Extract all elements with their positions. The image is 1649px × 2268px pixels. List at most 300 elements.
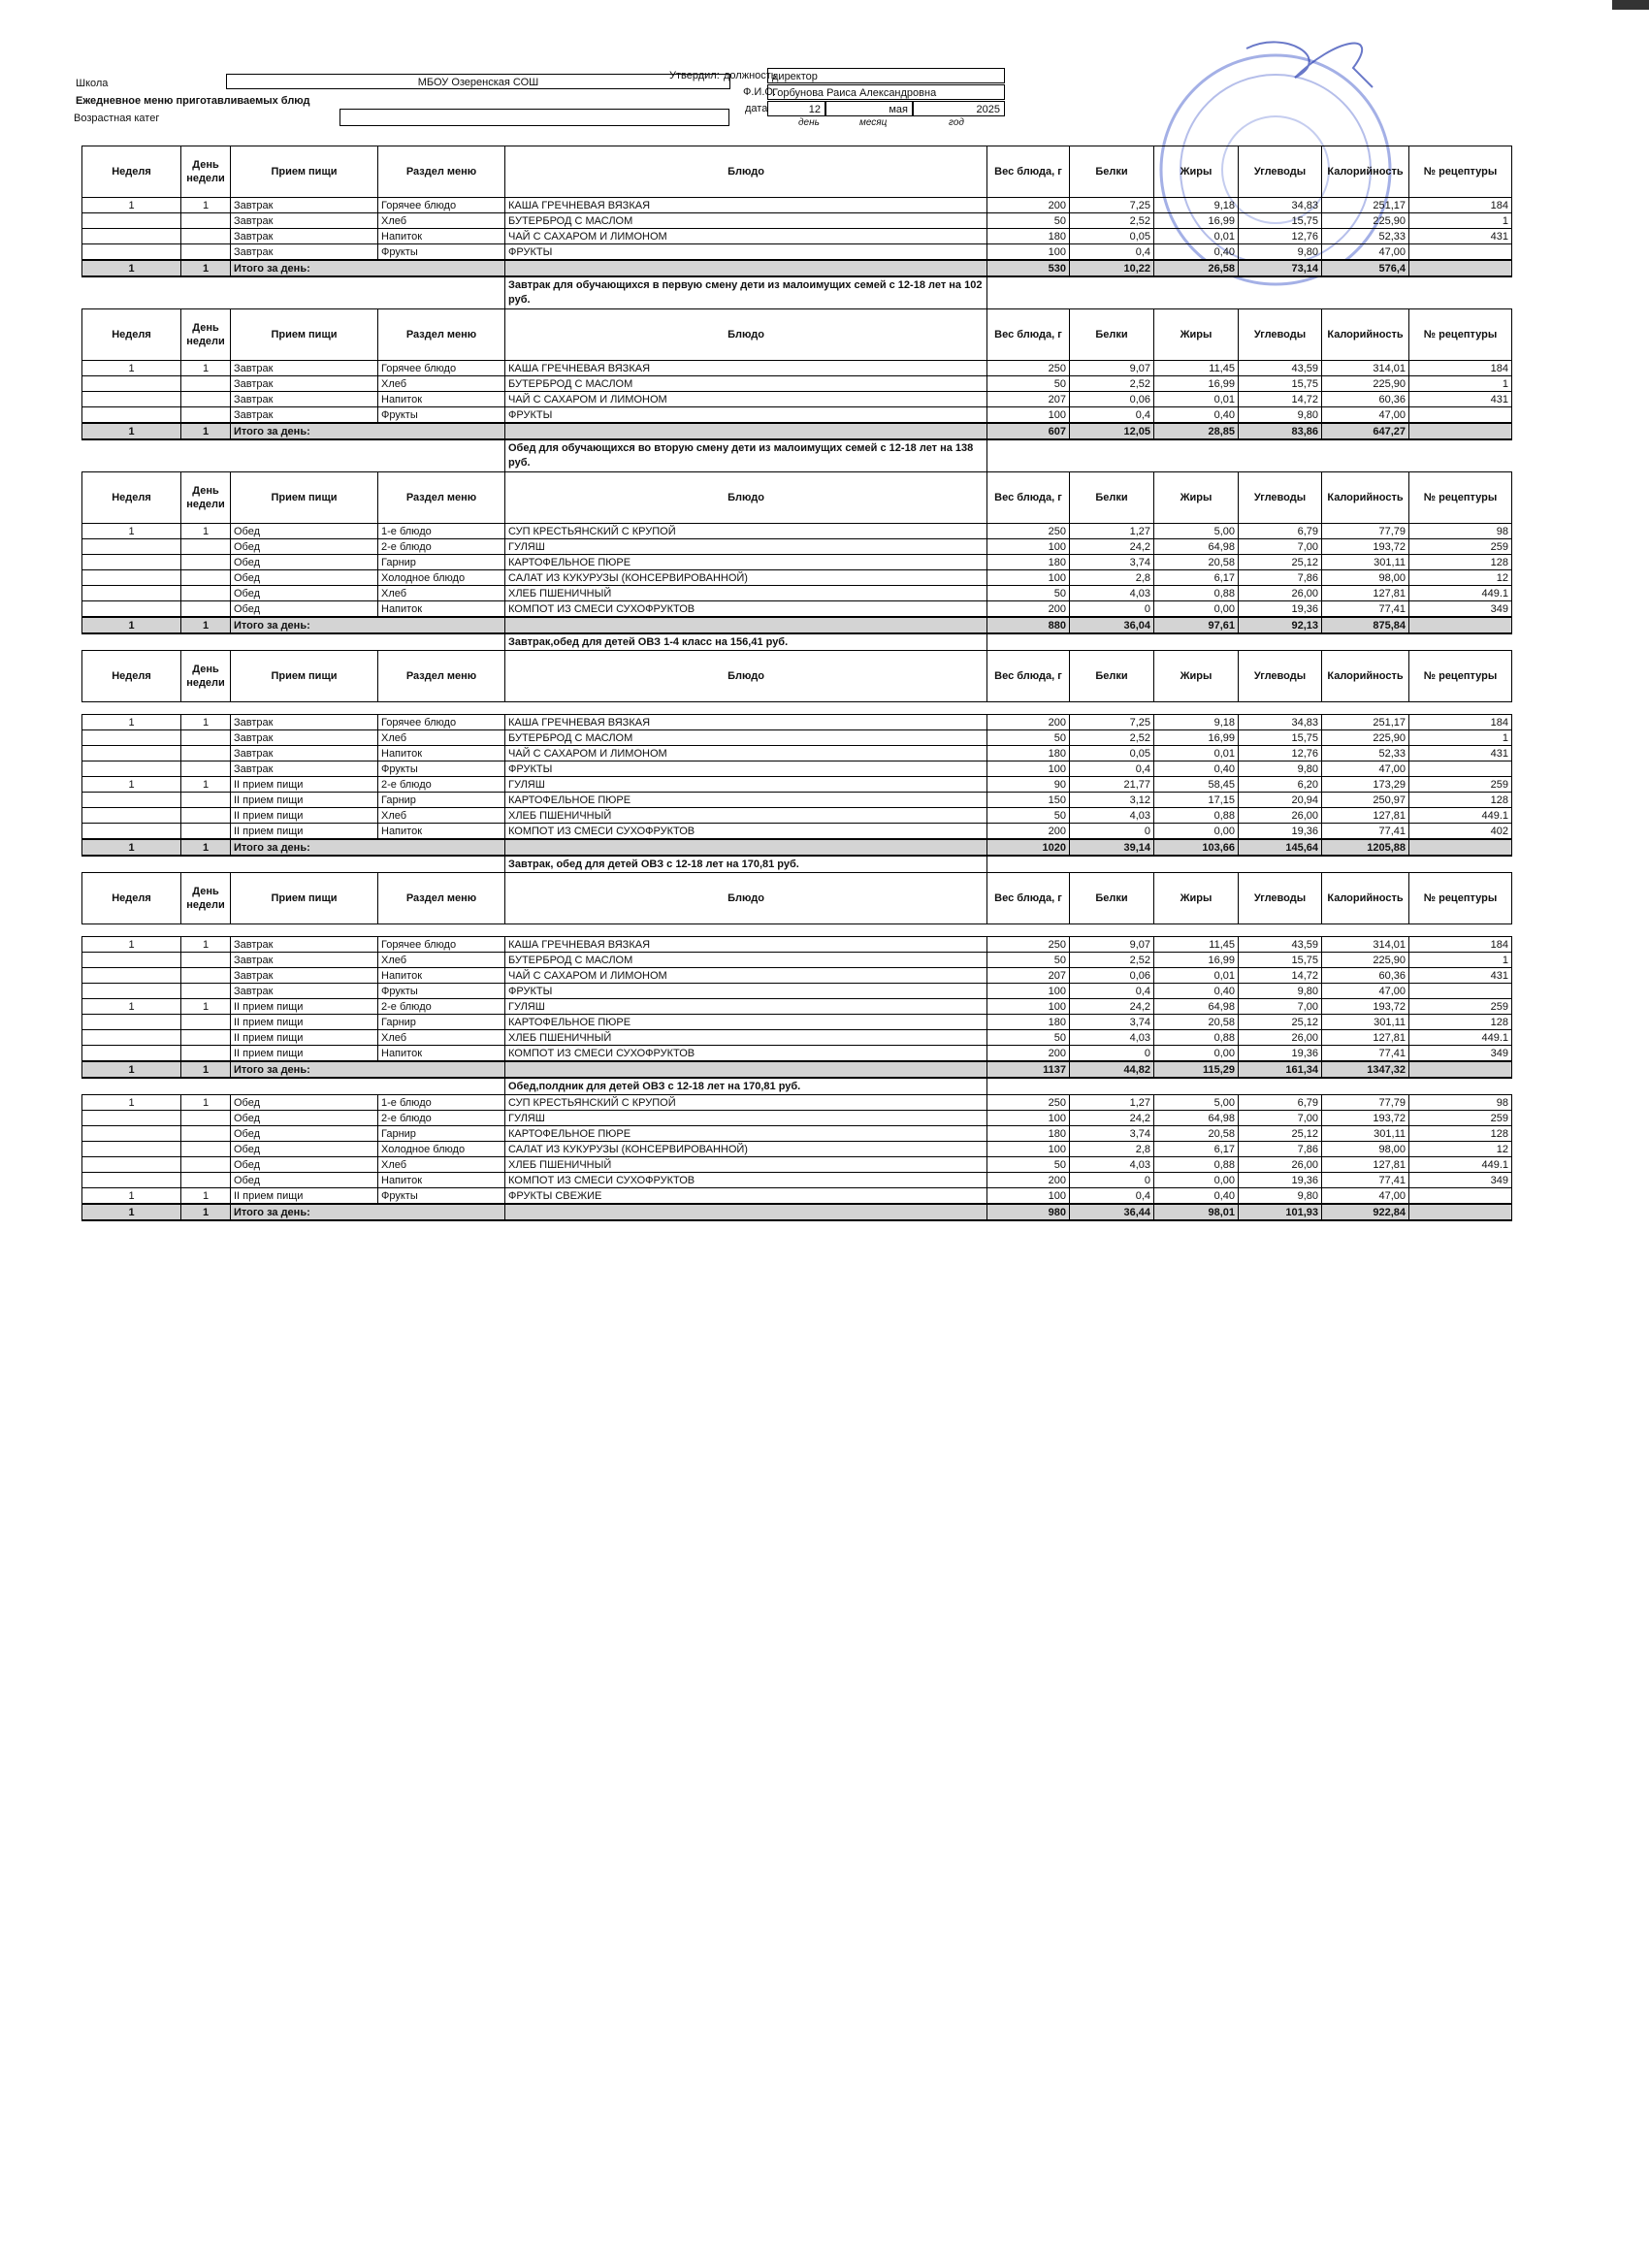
cell-meal: Завтрак (231, 392, 378, 407)
cell-week: 1 (82, 524, 181, 539)
column-header-protein: Белки (1070, 873, 1154, 924)
cell-kcal: 127,81 (1322, 1157, 1409, 1173)
total-row (82, 839, 1512, 856)
total-protein: 39,14 (1070, 839, 1154, 856)
cell-recipe: 402 (1409, 824, 1512, 840)
spacer-cell (82, 1078, 505, 1095)
cell-fat: 9,18 (1154, 198, 1239, 213)
spacer-cell (987, 1078, 1512, 1095)
cell-week (82, 824, 181, 840)
cell-carbs: 6,20 (1239, 777, 1322, 793)
cell-weight: 100 (987, 761, 1070, 777)
spacer-cell (82, 439, 505, 472)
cell-protein: 0,4 (1070, 407, 1154, 424)
cell-meal: II прием пищи (231, 1015, 378, 1030)
header-gap-row (82, 924, 1512, 937)
spacer-cell (82, 276, 505, 309)
cell-week: 1 (82, 999, 181, 1015)
table-row (82, 601, 1512, 618)
day-caption: день (798, 117, 820, 128)
total-fat: 98,01 (1154, 1204, 1239, 1220)
total-weight: 530 (987, 260, 1070, 276)
total-carbs: 73,14 (1239, 260, 1322, 276)
cell-meal: Обед (231, 570, 378, 586)
cell-kcal: 251,17 (1322, 715, 1409, 730)
cell-carbs: 14,72 (1239, 392, 1322, 407)
total-row (82, 617, 1512, 633)
cell-recipe: 128 (1409, 1126, 1512, 1142)
cell-day: 1 (181, 715, 231, 730)
cell-fat: 0,01 (1154, 229, 1239, 244)
cell-week: 1 (82, 198, 181, 213)
section-title-row (82, 439, 1512, 472)
cell-weight: 200 (987, 824, 1070, 840)
cell-protein: 2,52 (1070, 213, 1154, 229)
date-label: дата (745, 103, 768, 114)
cell-day (181, 376, 231, 392)
cell-protein: 0,06 (1070, 392, 1154, 407)
total-fat: 103,66 (1154, 839, 1239, 856)
total-fat: 115,29 (1154, 1061, 1239, 1078)
cell-fat: 16,99 (1154, 730, 1239, 746)
cell-section: Напиток (378, 229, 505, 244)
cell-meal: Обед (231, 1111, 378, 1126)
menu-table (81, 146, 1512, 1221)
cell-kcal: 225,90 (1322, 213, 1409, 229)
column-header-kcal: Калорийность (1322, 146, 1409, 198)
total-label: Итого за день: (231, 1061, 505, 1078)
cell-fat: 0,88 (1154, 1030, 1239, 1046)
column-header-week: Неделя (82, 651, 181, 702)
cell-meal: Завтрак (231, 715, 378, 730)
total-carbs: 92,13 (1239, 617, 1322, 633)
table-row (82, 1111, 1512, 1126)
column-header-day: День недели (181, 146, 231, 198)
column-header-kcal: Калорийность (1322, 472, 1409, 524)
month-caption: месяц (859, 117, 888, 128)
cell-weight: 200 (987, 715, 1070, 730)
cell-carbs: 12,76 (1239, 229, 1322, 244)
column-header-recipe: № рецептуры (1409, 873, 1512, 924)
total-week: 1 (82, 423, 181, 439)
cell-carbs: 9,80 (1239, 244, 1322, 261)
cell-section: Хлеб (378, 1030, 505, 1046)
cell-recipe: 12 (1409, 570, 1512, 586)
cell-section: 2-е блюдо (378, 1111, 505, 1126)
cell-weight: 50 (987, 730, 1070, 746)
table-row (82, 793, 1512, 808)
menu-title: Ежедневное меню приготавливаемых блюд (76, 95, 310, 107)
cell-kcal: 250,97 (1322, 793, 1409, 808)
cell-recipe (1409, 984, 1512, 999)
cell-recipe (1409, 407, 1512, 424)
cell-weight: 150 (987, 793, 1070, 808)
table-row (82, 824, 1512, 840)
cell-protein: 4,03 (1070, 1157, 1154, 1173)
cell-weight: 180 (987, 229, 1070, 244)
cell-fat: 0,00 (1154, 1173, 1239, 1188)
cell-kcal: 47,00 (1322, 761, 1409, 777)
year-caption: год (949, 117, 964, 128)
cell-weight: 100 (987, 984, 1070, 999)
cell-dish: БУТЕРБРОД С МАСЛОМ (505, 376, 987, 392)
total-dish-empty (505, 839, 987, 856)
cell-weight: 180 (987, 1015, 1070, 1030)
cell-dish: КАРТОФЕЛЬНОЕ ПЮРЕ (505, 793, 987, 808)
cell-section: Хлеб (378, 213, 505, 229)
cell-protein: 3,74 (1070, 1015, 1154, 1030)
cell-recipe: 184 (1409, 361, 1512, 376)
cell-carbs: 25,12 (1239, 555, 1322, 570)
cell-weight: 207 (987, 968, 1070, 984)
cell-meal: Завтрак (231, 213, 378, 229)
total-protein: 12,05 (1070, 423, 1154, 439)
cell-kcal: 127,81 (1322, 586, 1409, 601)
cell-meal: Обед (231, 1142, 378, 1157)
cell-week: 1 (82, 1095, 181, 1111)
total-recipe-empty (1409, 260, 1512, 276)
cell-day (181, 1142, 231, 1157)
cell-section: Фрукты (378, 1188, 505, 1205)
cell-dish: ЧАЙ С САХАРОМ И ЛИМОНОМ (505, 229, 987, 244)
cell-kcal: 314,01 (1322, 937, 1409, 953)
cell-meal: Обед (231, 1157, 378, 1173)
table-row (82, 586, 1512, 601)
table-row (82, 777, 1512, 793)
cell-protein: 0,4 (1070, 984, 1154, 999)
cell-protein: 0 (1070, 824, 1154, 840)
cell-protein: 4,03 (1070, 586, 1154, 601)
table-row (82, 244, 1512, 261)
cell-section: Горячее блюдо (378, 361, 505, 376)
cell-kcal: 127,81 (1322, 808, 1409, 824)
section-title-row (82, 856, 1512, 873)
cell-kcal: 47,00 (1322, 244, 1409, 261)
cell-day (181, 793, 231, 808)
cell-fat: 64,98 (1154, 999, 1239, 1015)
cell-kcal: 301,11 (1322, 1015, 1409, 1030)
total-day: 1 (181, 1204, 231, 1220)
table-row (82, 1126, 1512, 1142)
total-carbs: 161,34 (1239, 1061, 1322, 1078)
cell-fat: 11,45 (1154, 937, 1239, 953)
total-weight: 980 (987, 1204, 1070, 1220)
table-row (82, 730, 1512, 746)
cell-fat: 0,88 (1154, 1157, 1239, 1173)
cell-kcal: 173,29 (1322, 777, 1409, 793)
section-title-row (82, 276, 1512, 309)
total-row (82, 1061, 1512, 1078)
column-header-day: День недели (181, 651, 231, 702)
cell-week (82, 601, 181, 618)
cell-dish: ХЛЕБ ПШЕНИЧНЫЙ (505, 586, 987, 601)
cell-day (181, 601, 231, 618)
cell-fat: 11,45 (1154, 361, 1239, 376)
cell-recipe: 449.1 (1409, 1157, 1512, 1173)
total-recipe-empty (1409, 423, 1512, 439)
total-dish-empty (505, 1061, 987, 1078)
cell-weight: 50 (987, 1157, 1070, 1173)
cell-section: Горячее блюдо (378, 715, 505, 730)
cell-protein: 9,07 (1070, 937, 1154, 953)
total-fat: 26,58 (1154, 260, 1239, 276)
cell-carbs: 7,86 (1239, 1142, 1322, 1157)
column-header-section: Раздел меню (378, 472, 505, 524)
cell-week (82, 407, 181, 424)
cell-meal: Завтрак (231, 407, 378, 424)
cell-recipe: 12 (1409, 1142, 1512, 1157)
table-row (82, 1095, 1512, 1111)
cell-fat: 0,40 (1154, 244, 1239, 261)
total-weight: 1137 (987, 1061, 1070, 1078)
cell-day (181, 984, 231, 999)
total-protein: 36,04 (1070, 617, 1154, 633)
table-row (82, 999, 1512, 1015)
cell-protein: 3,74 (1070, 555, 1154, 570)
cell-recipe: 449.1 (1409, 808, 1512, 824)
section-title: Завтрак,обед для детей ОВЗ 1-4 класс на 156,41 руб. (505, 633, 987, 651)
cell-kcal: 60,36 (1322, 392, 1409, 407)
cell-carbs: 9,80 (1239, 761, 1322, 777)
cell-kcal: 301,11 (1322, 1126, 1409, 1142)
cell-recipe: 449.1 (1409, 586, 1512, 601)
total-day: 1 (181, 617, 231, 633)
cell-fat: 20,58 (1154, 1015, 1239, 1030)
table-row (82, 746, 1512, 761)
cell-fat: 0,88 (1154, 808, 1239, 824)
cell-kcal: 301,11 (1322, 555, 1409, 570)
cell-fat: 0,40 (1154, 407, 1239, 424)
column-header-week: Неделя (82, 472, 181, 524)
column-header-protein: Белки (1070, 146, 1154, 198)
school-label: Школа (76, 78, 109, 89)
cell-meal: Завтрак (231, 361, 378, 376)
cell-recipe: 184 (1409, 198, 1512, 213)
cell-section: Фрукты (378, 761, 505, 777)
cell-day: 1 (181, 1188, 231, 1205)
column-header-meal: Прием пищи (231, 472, 378, 524)
cell-protein: 2,8 (1070, 1142, 1154, 1157)
cell-meal: Обед (231, 601, 378, 618)
cell-weight: 180 (987, 746, 1070, 761)
column-header-carbs: Углеводы (1239, 146, 1322, 198)
cell-protein: 0 (1070, 1046, 1154, 1062)
cell-protein: 0,4 (1070, 244, 1154, 261)
cell-section: Гарнир (378, 793, 505, 808)
section-title: Обед для обучающихся во вторую смену дети из малоимущих семей с 12-18 лет на 138 руб. (505, 439, 987, 472)
cell-carbs: 20,94 (1239, 793, 1322, 808)
table-row (82, 539, 1512, 555)
cell-weight: 250 (987, 361, 1070, 376)
cell-week (82, 376, 181, 392)
column-header-recipe: № рецептуры (1409, 146, 1512, 198)
cell-meal: Завтрак (231, 761, 378, 777)
cell-recipe: 349 (1409, 1046, 1512, 1062)
cell-section: 2-е блюдо (378, 777, 505, 793)
column-header-meal: Прием пищи (231, 146, 378, 198)
cell-fat: 16,99 (1154, 953, 1239, 968)
cell-fat: 0,88 (1154, 586, 1239, 601)
cell-kcal: 193,72 (1322, 1111, 1409, 1126)
cell-dish: ГУЛЯШ (505, 777, 987, 793)
cell-carbs: 12,76 (1239, 746, 1322, 761)
cell-day (181, 586, 231, 601)
total-day: 1 (181, 839, 231, 856)
cell-kcal: 77,41 (1322, 1173, 1409, 1188)
cell-recipe: 1 (1409, 213, 1512, 229)
header-gap-row (82, 702, 1512, 715)
cell-recipe: 184 (1409, 715, 1512, 730)
cell-day: 1 (181, 361, 231, 376)
total-row (82, 1204, 1512, 1220)
total-week: 1 (82, 617, 181, 633)
age-category-label: Возрастная катег (74, 113, 160, 124)
cell-weight: 100 (987, 1188, 1070, 1205)
cell-kcal: 60,36 (1322, 968, 1409, 984)
cell-day (181, 1173, 231, 1188)
cell-dish: КОМПОТ ИЗ СМЕСИ СУХОФРУКТОВ (505, 824, 987, 840)
cell-recipe: 128 (1409, 1015, 1512, 1030)
cell-day (181, 746, 231, 761)
cell-dish: ФРУКТЫ СВЕЖИЕ (505, 1188, 987, 1205)
cell-dish: ЧАЙ С САХАРОМ И ЛИМОНОМ (505, 392, 987, 407)
column-header-carbs: Углеводы (1239, 651, 1322, 702)
cell-meal: Завтрак (231, 198, 378, 213)
cell-section: Хлеб (378, 953, 505, 968)
table-row (82, 376, 1512, 392)
cell-meal: Завтрак (231, 937, 378, 953)
cell-meal: Обед (231, 524, 378, 539)
cell-fat: 20,58 (1154, 555, 1239, 570)
total-week: 1 (82, 1204, 181, 1220)
cell-weight: 100 (987, 407, 1070, 424)
cell-protein: 0,4 (1070, 761, 1154, 777)
scan-edge-mark (1612, 0, 1649, 10)
cell-carbs: 26,00 (1239, 1157, 1322, 1173)
cell-section: Хлеб (378, 730, 505, 746)
date-year-field: 2025 (913, 101, 1005, 116)
cell-carbs: 43,59 (1239, 937, 1322, 953)
cell-day (181, 1046, 231, 1062)
table-row (82, 229, 1512, 244)
cell-carbs: 34,83 (1239, 198, 1322, 213)
cell-meal: Завтрак (231, 953, 378, 968)
total-week: 1 (82, 839, 181, 856)
column-header-section: Раздел меню (378, 309, 505, 361)
cell-week (82, 229, 181, 244)
cell-fat: 20,58 (1154, 1126, 1239, 1142)
cell-day: 1 (181, 524, 231, 539)
cell-dish: ЧАЙ С САХАРОМ И ЛИМОНОМ (505, 968, 987, 984)
cell-protein: 4,03 (1070, 808, 1154, 824)
cell-weight: 100 (987, 1111, 1070, 1126)
column-header-protein: Белки (1070, 651, 1154, 702)
column-header-protein: Белки (1070, 309, 1154, 361)
table-row (82, 1173, 1512, 1188)
cell-section: 1-е блюдо (378, 524, 505, 539)
cell-section: Гарнир (378, 1015, 505, 1030)
cell-weight: 100 (987, 570, 1070, 586)
menu-content (81, 146, 1511, 1221)
cell-kcal: 314,01 (1322, 361, 1409, 376)
column-header-day: День недели (181, 873, 231, 924)
cell-recipe: 128 (1409, 555, 1512, 570)
table-row (82, 808, 1512, 824)
cell-section: Хлеб (378, 376, 505, 392)
cell-section: Хлеб (378, 808, 505, 824)
cell-kcal: 52,33 (1322, 746, 1409, 761)
cell-meal: Завтрак (231, 730, 378, 746)
cell-week (82, 244, 181, 261)
column-header-row (82, 309, 1512, 361)
cell-carbs: 43,59 (1239, 361, 1322, 376)
cell-carbs: 7,00 (1239, 1111, 1322, 1126)
cell-carbs: 19,36 (1239, 824, 1322, 840)
cell-meal: Завтрак (231, 229, 378, 244)
cell-protein: 7,25 (1070, 715, 1154, 730)
column-header-row (82, 472, 1512, 524)
cell-fat: 58,45 (1154, 777, 1239, 793)
cell-day (181, 555, 231, 570)
total-label: Итого за день: (231, 839, 505, 856)
column-header-week: Неделя (82, 309, 181, 361)
cell-weight: 180 (987, 555, 1070, 570)
cell-kcal: 225,90 (1322, 730, 1409, 746)
school-name-field: МБОУ Озеренская СОШ (226, 74, 730, 89)
cell-dish: КАША ГРЕЧНЕВАЯ ВЯЗКАЯ (505, 198, 987, 213)
cell-meal: II прием пищи (231, 793, 378, 808)
cell-weight: 50 (987, 586, 1070, 601)
cell-protein: 1,27 (1070, 524, 1154, 539)
column-header-row (82, 146, 1512, 198)
fio-label: Ф.И.О. (743, 86, 776, 98)
cell-day (181, 1126, 231, 1142)
table-row (82, 937, 1512, 953)
cell-meal: Обед (231, 1126, 378, 1142)
cell-fat: 0,40 (1154, 1188, 1239, 1205)
cell-recipe: 259 (1409, 999, 1512, 1015)
cell-week (82, 555, 181, 570)
cell-week (82, 953, 181, 968)
cell-protein: 0,05 (1070, 229, 1154, 244)
total-protein: 10,22 (1070, 260, 1154, 276)
column-header-carbs: Углеводы (1239, 873, 1322, 924)
column-header-weight: Вес блюда, г (987, 472, 1070, 524)
cell-weight: 200 (987, 1173, 1070, 1188)
table-row (82, 968, 1512, 984)
cell-kcal: 251,17 (1322, 198, 1409, 213)
cell-section: Холодное блюдо (378, 570, 505, 586)
cell-carbs: 7,00 (1239, 999, 1322, 1015)
column-header-fat: Жиры (1154, 651, 1239, 702)
cell-dish: ФРУКТЫ (505, 244, 987, 261)
cell-kcal: 47,00 (1322, 984, 1409, 999)
cell-weight: 50 (987, 213, 1070, 229)
cell-protein: 21,77 (1070, 777, 1154, 793)
cell-recipe: 449.1 (1409, 1030, 1512, 1046)
cell-weight: 200 (987, 601, 1070, 618)
cell-carbs: 19,36 (1239, 1046, 1322, 1062)
cell-fat: 6,17 (1154, 570, 1239, 586)
cell-carbs: 19,36 (1239, 1173, 1322, 1188)
cell-kcal: 47,00 (1322, 1188, 1409, 1205)
column-header-dish: Блюдо (505, 146, 987, 198)
cell-dish: ГУЛЯШ (505, 999, 987, 1015)
cell-day (181, 953, 231, 968)
cell-protein: 3,74 (1070, 1126, 1154, 1142)
cell-carbs: 14,72 (1239, 968, 1322, 984)
column-header-section: Раздел меню (378, 873, 505, 924)
